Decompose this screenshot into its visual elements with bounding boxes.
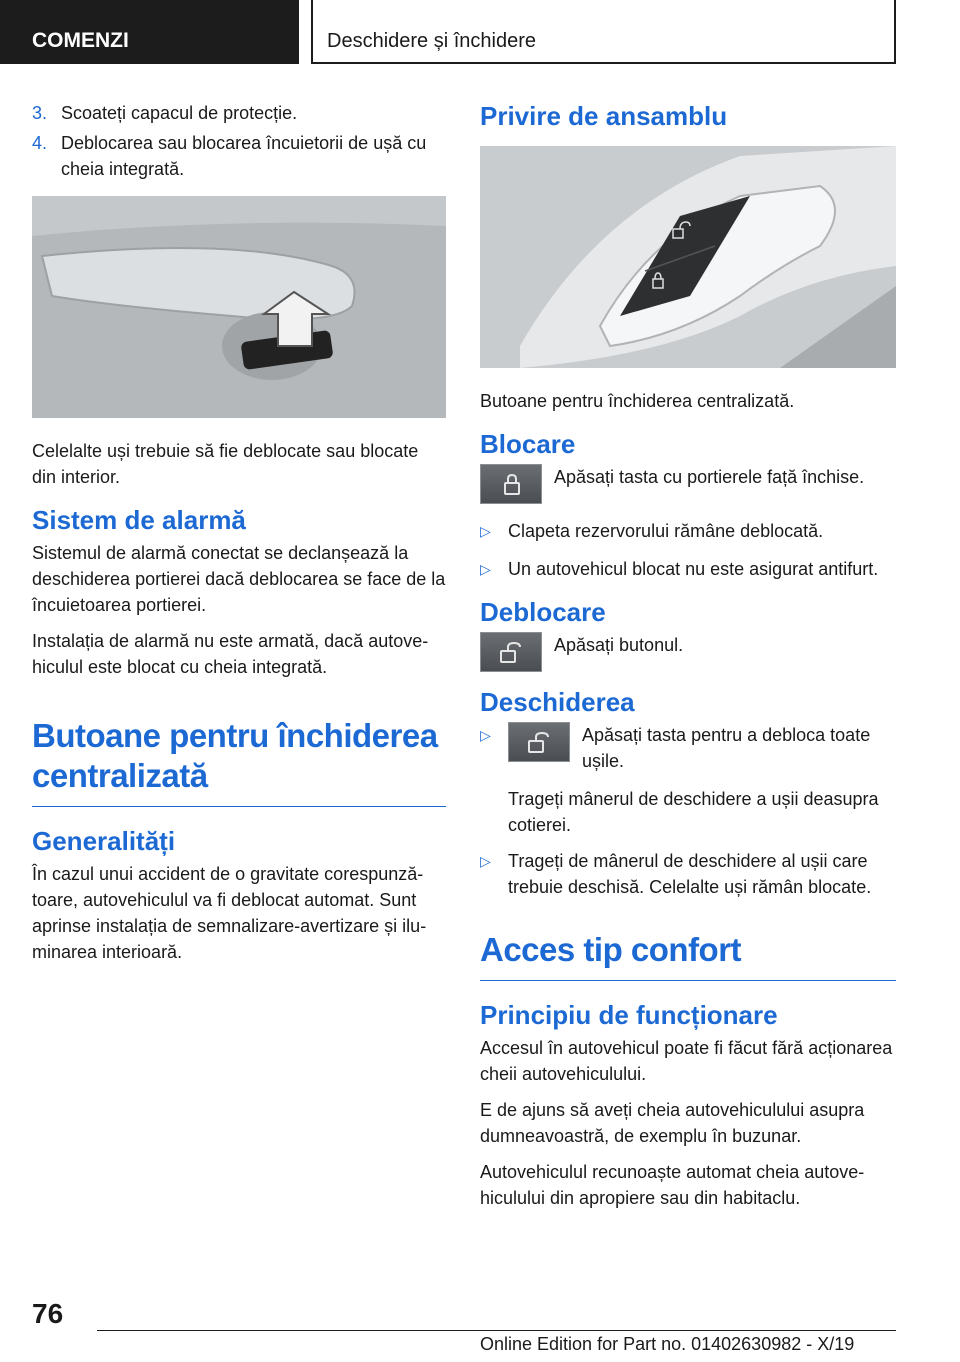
alarm-paragraph-1: Sistemul de alarmă conectat se declanșează la deschiderea portierei dacă deblocarea se face de la încuietoarea portierei. [32,543,446,615]
lock-text: Apăsați tasta cu portierele față închise. [554,467,865,487]
general-paragraph: În cazul unui accident de o gravitate corespunzătoare, autovehiculul va fi deblocat automat. Sunt aprinse instalația de semnalizare-avertizare și iluminarea interioară. [32,864,427,962]
overview-heading: Privire de ansamblu [480,101,728,131]
triangle-bullet-icon: ▷ [480,523,491,539]
principle-paragraph-2: E de ajuns să aveți cheia autovehiculului asupra dumneavoastră, de exemplu în buzunar. [480,1100,865,1146]
triangle-bullet-icon: ▷ [480,853,491,869]
open-bullet-1 [480,722,896,774]
step-number: 4. [32,133,48,153]
section-tab: COMENZI [0,0,299,64]
door-handle-key-photo [32,196,446,418]
alarm-paragraph-2: Instalația de alarmă nu este armată, dacă autovehiculul este blocat cu cheia integrată. [32,631,429,677]
step-text: Deblocarea sau blocarea încuietorii de ușă cu cheia integrată. [61,133,427,179]
bullet-text: Clapeta rezervorului rămâne deblocată. [508,521,824,541]
unlock-heading: Deblocare [480,597,606,627]
footer-edition: Online Edition for Part no. 01402630982 - X/19 [480,1334,855,1354]
unlock-instruction [480,632,896,672]
triangle-bullet-icon: ▷ [480,561,491,577]
unlock-button-icon [480,632,542,672]
lock-bullet-1 [480,518,896,544]
lock-button-icon [480,464,542,504]
after-photo-text: Celelalte uși trebuie să fie deblocate sau blocate din interior. [32,441,419,487]
photo-caption: Butoane pentru închiderea centralizată. [480,391,795,411]
step-number: 3. [32,103,48,123]
principle-paragraph-1: Accesul în autovehicul poate fi făcut fără acționarea cheii autovehiculului. [480,1038,893,1084]
general-heading: Generalități [32,826,176,856]
right-column [480,100,896,1221]
comfort-access-heading: Acces tip confort [480,930,896,981]
triangle-bullet-icon: ▷ [480,727,491,743]
bullet-text: Un autovehicul blocat nu este asigurat antifurt. [508,559,879,579]
chapter-title: Deschidere și închidere [311,0,896,64]
bullet-text: Trageți de mânerul de deschidere al ușii care trebuie deschisă. Celelalte uși rămân blocate. [508,851,872,897]
unlock-button-icon [508,722,570,762]
unlock-text: Apăsați butonul. [554,635,684,655]
open-heading: Deschiderea [480,687,635,717]
central-lock-heading: Butoane pentru închiderea centralizată [32,716,446,807]
central-lock-buttons-photo [480,146,896,368]
lock-heading: Blocare [480,429,576,459]
page-number: 76 [32,1298,64,1329]
principle-heading: Principiu de funcționare [480,1000,778,1030]
door-handle-illustration [32,196,446,418]
step-text: Scoateți capacul de protecție. [61,103,298,123]
bullet-text: Apăsați tasta pentru a debloca toate ușile. [582,725,871,771]
footer-divider [97,1330,896,1331]
lock-bullet-2 [480,556,896,582]
principle-paragraph-3: Autovehiculul recunoaște automat cheia autovehiculului din apropiere sau din habitaclu. [480,1162,865,1208]
open-subtext: Trageți mânerul de deschidere a ușii deasupra cotierei. [508,789,879,835]
lock-instruction [480,464,896,504]
lock-buttons-illustration [480,146,896,368]
alarm-heading: Sistem de alarmă [32,505,246,535]
step-4 [32,130,446,182]
left-column [32,100,446,975]
step-3 [32,100,446,126]
open-bullet-2 [480,848,896,900]
